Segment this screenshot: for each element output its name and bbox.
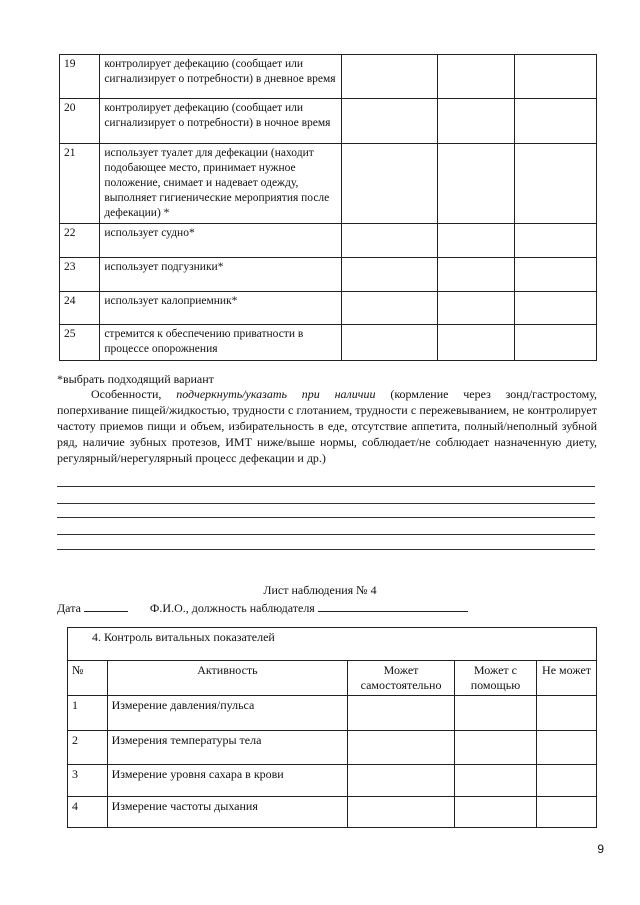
table-row [60, 258, 597, 292]
answer-cell[interactable] [537, 797, 597, 828]
table-row [68, 765, 597, 797]
features-lead: Особенности, [91, 387, 162, 401]
row-text: Измерения температуры тела [107, 731, 348, 765]
answer-cell[interactable] [537, 765, 597, 797]
table-row [68, 797, 597, 828]
row-text: использует судно* [100, 224, 342, 258]
answer-cell[interactable] [341, 99, 437, 144]
writing-line[interactable] [57, 517, 595, 518]
answer-cell[interactable] [454, 696, 536, 731]
answer-cell[interactable] [514, 325, 596, 361]
answer-cell[interactable] [514, 99, 596, 144]
answer-cell[interactable] [341, 325, 437, 361]
row-number: 2 [68, 731, 108, 765]
table-row [60, 325, 597, 361]
row-number: 3 [68, 765, 108, 797]
header-activity: Активность [107, 661, 348, 696]
answer-cell[interactable] [454, 731, 536, 765]
footnote: *выбрать подходящий вариант [57, 372, 214, 386]
table-row [60, 144, 597, 224]
page-number: 9 [597, 842, 604, 856]
answer-cell[interactable] [437, 292, 514, 325]
answer-cell[interactable] [437, 224, 514, 258]
row-number: 21 [60, 144, 100, 224]
features-paragraph [57, 386, 597, 466]
header-row [68, 661, 597, 696]
answer-cell[interactable] [341, 55, 437, 99]
writing-line[interactable] [57, 486, 595, 487]
observer-label: Ф.И.О., должность наблюдателя [149, 601, 315, 615]
answer-cell[interactable] [514, 258, 596, 292]
row-text: Измерение уровня сахара в крови [107, 765, 348, 797]
vitals-table [67, 627, 597, 828]
row-text: использует туалет для дефекации (находит подобающее место, принимает нужное положение, снимает и надевает одежду, выполняет гигиенические мероприятия после дефекации) * [100, 144, 342, 224]
row-number: 22 [60, 224, 100, 258]
observer-field[interactable] [318, 599, 468, 612]
row-number: 25 [60, 325, 100, 361]
answer-cell[interactable] [348, 797, 455, 828]
answer-cell[interactable] [348, 765, 455, 797]
answer-cell[interactable] [437, 144, 514, 224]
answer-cell[interactable] [537, 731, 597, 765]
header-independent: Может самостоятельно [348, 661, 455, 696]
answer-cell[interactable] [514, 224, 596, 258]
answer-cell[interactable] [514, 292, 596, 325]
table-row [68, 731, 597, 765]
header-with-help: Может с помощью [454, 661, 536, 696]
row-number: 4 [68, 797, 108, 828]
answer-cell[interactable] [514, 144, 596, 224]
answer-cell[interactable] [437, 55, 514, 99]
sheet-title: Лист наблюдения № 4 [263, 583, 377, 597]
row-number: 20 [60, 99, 100, 144]
row-text: Измерение давления/пульса [107, 696, 348, 731]
answer-cell[interactable] [514, 55, 596, 99]
table-row [60, 292, 597, 325]
answer-cell[interactable] [341, 144, 437, 224]
answer-cell[interactable] [341, 224, 437, 258]
section-row [68, 628, 597, 661]
answer-cell[interactable] [348, 731, 455, 765]
table-row [68, 696, 597, 731]
features-instruction: подчеркнуть/указать при наличии [176, 387, 376, 401]
header-cannot: Не может [537, 661, 597, 696]
date-label: Дата [57, 601, 81, 615]
answer-cell[interactable] [341, 292, 437, 325]
row-text: контролирует дефекацию (сообщает или сигнализирует о потребности) в дневное время [100, 55, 342, 99]
section-title: 4. Контроль витальных показателей [68, 628, 597, 661]
row-text: стремится к обеспечению приватности в процессе опорожнения [100, 325, 342, 361]
row-text: использует калоприемник* [100, 292, 342, 325]
table-row [60, 99, 597, 144]
writing-line[interactable] [57, 534, 595, 535]
row-text: использует подгузники* [100, 258, 342, 292]
date-observer-row [57, 599, 468, 616]
answer-cell[interactable] [454, 765, 536, 797]
answer-cell[interactable] [348, 696, 455, 731]
observation-table-continued [59, 54, 597, 361]
answer-cell[interactable] [437, 325, 514, 361]
table-row [60, 224, 597, 258]
row-number: 24 [60, 292, 100, 325]
answer-cell[interactable] [437, 258, 514, 292]
date-field[interactable] [84, 599, 128, 612]
table-row [60, 55, 597, 99]
row-text: контролирует дефекацию (сообщает или сигнализирует о потребности) в ночное время [100, 99, 342, 144]
answer-cell[interactable] [341, 258, 437, 292]
writing-line[interactable] [57, 549, 595, 550]
answer-cell[interactable] [437, 99, 514, 144]
row-number: 23 [60, 258, 100, 292]
answer-cell[interactable] [537, 696, 597, 731]
row-number: 1 [68, 696, 108, 731]
writing-line[interactable] [57, 503, 595, 504]
row-text: Измерение частоты дыхания [107, 797, 348, 828]
features-body: (кормление через зонд/гастростому, поперхивание пищей/жидкостью, трудности с глотанием, трудности с пережевыванием, не контролирует частоту приемов пищи и объем, избирательность в еде, отсутствие аппетита, полный/неполный зубной ряд, наличие зубных протезов, ИМТ ниже/выше нормы, соблюдает/не соблюдает назначенную диету, регулярный/нерегулярный процесс дефекации и др.) [57, 387, 598, 465]
row-number: 19 [60, 55, 100, 99]
answer-cell[interactable] [454, 797, 536, 828]
header-num: № [68, 661, 108, 696]
